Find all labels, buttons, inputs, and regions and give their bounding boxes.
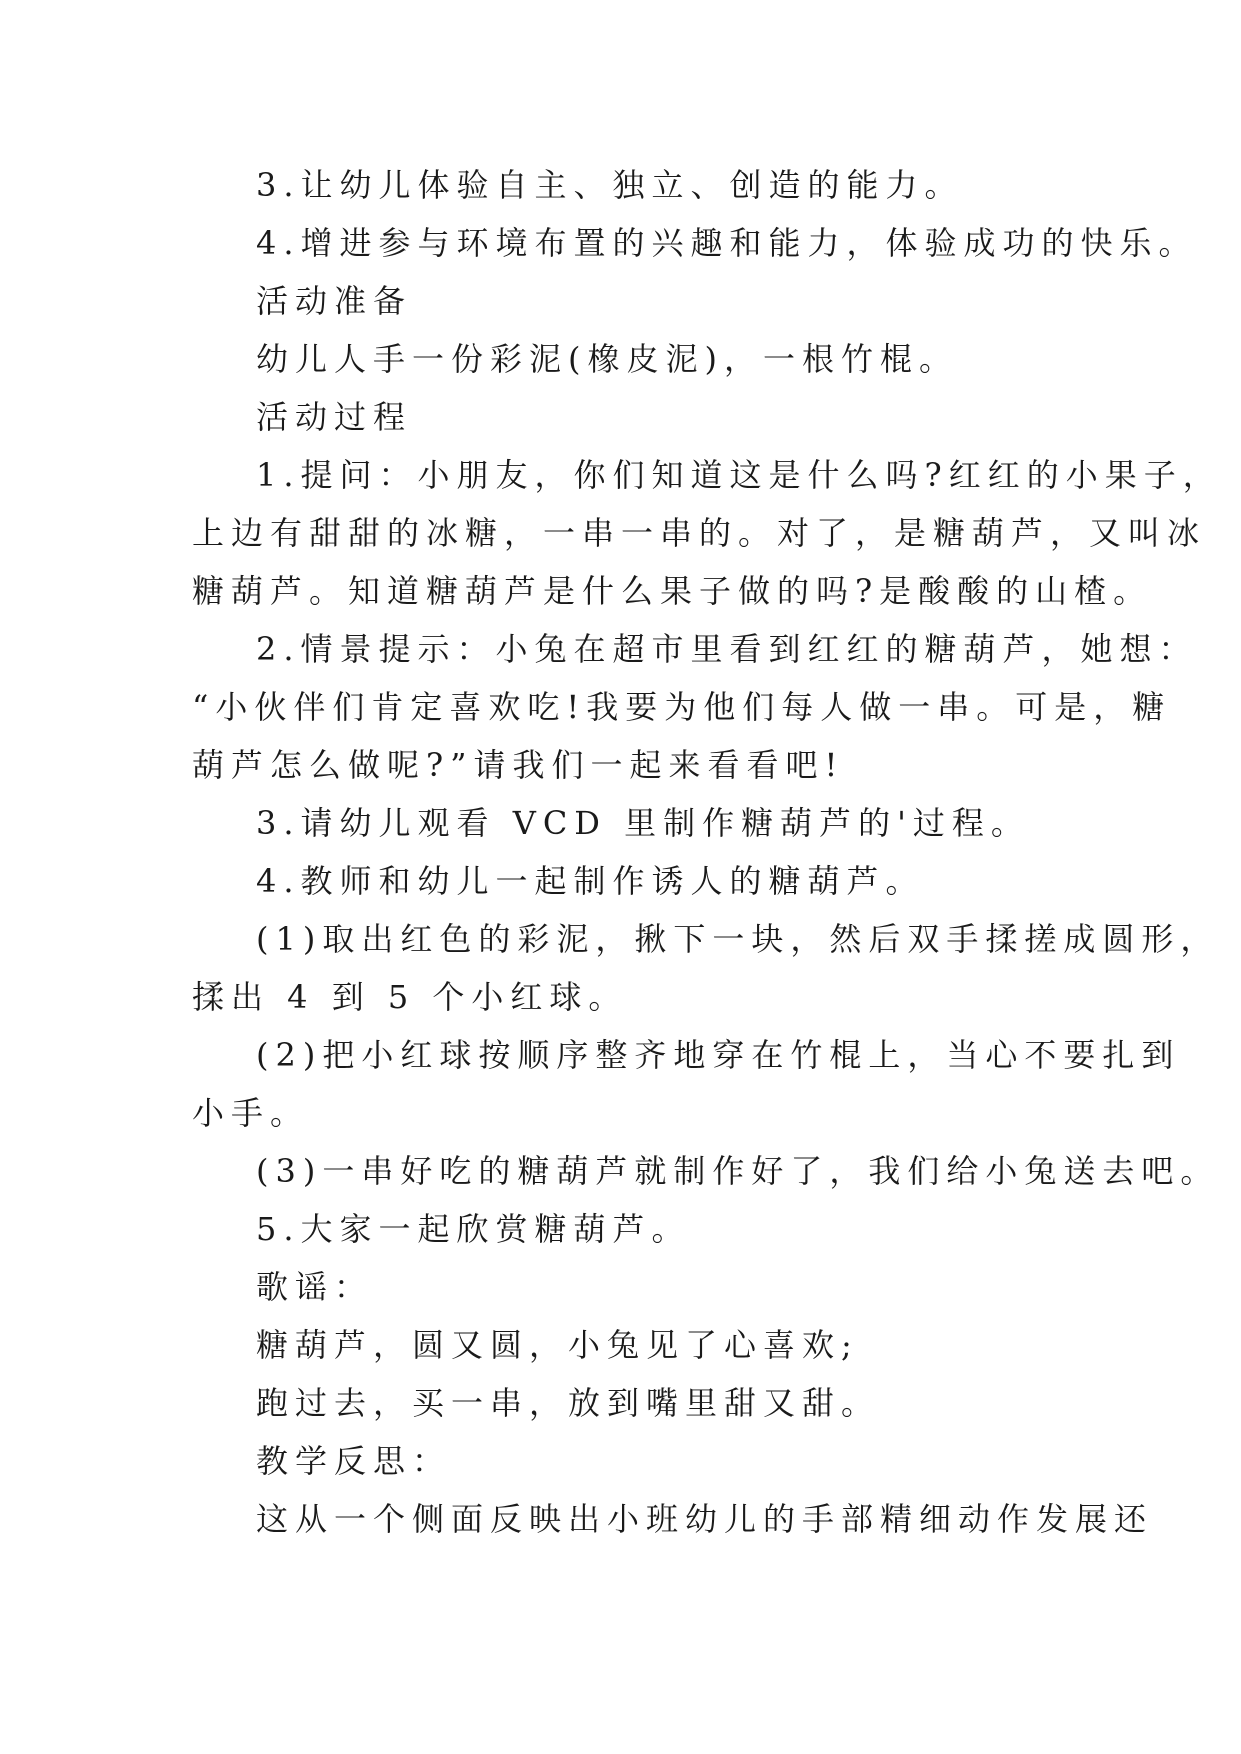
paragraph-substep-2-line-1: (2)把小红球按顺序整齐地穿在竹棍上，当心不要扎到 (256, 1036, 1181, 1074)
paragraph-step-1-line-2: 上边有甜甜的冰糖，一串一串的。对了，是糖葫芦，又叫冰 (192, 514, 1207, 552)
paragraph-goal-3: 3.让幼儿体验自主、独立、创造的能力。 (256, 166, 964, 204)
rhyme-line-1: 糖葫芦，圆又圆，小兔见了心喜欢; (256, 1326, 859, 1364)
paragraph-substep-1-line-1: (1)取出红色的彩泥，揪下一块，然后双手揉搓成圆形， (256, 920, 1220, 958)
paragraph-substep-1-line-2: 揉出 4 到 5 个小红球。 (192, 978, 628, 1016)
paragraph-step-3: 3.请幼儿观看 VCD 里制作糖葫芦的'过程。 (256, 804, 1030, 842)
paragraph-goal-4: 4.增进参与环境布置的兴趣和能力，体验成功的快乐。 (256, 224, 1198, 262)
heading-process: 活动过程 (256, 398, 413, 436)
paragraph-step-1-line-3: 糖葫芦。知道糖葫芦是什么果子做的吗?是酸酸的山楂。 (192, 572, 1153, 610)
rhyme-line-2: 跑过去，买一串，放到嘴里甜又甜。 (256, 1384, 881, 1422)
heading-preparation: 活动准备 (256, 282, 413, 320)
paragraph-step-2-line-1: 2.情景提示：小兔在超市里看到红红的糖葫芦，她想： (256, 630, 1198, 668)
paragraph-reflection: 这从一个侧面反映出小班幼儿的手部精细动作发展还 (256, 1500, 1154, 1538)
heading-rhyme: 歌谣： (256, 1268, 374, 1306)
heading-reflection: 教学反思： (256, 1442, 452, 1480)
paragraph-step-1-line-1: 1.提问：小朋友，你们知道这是什么吗?红红的小果子， (256, 456, 1222, 494)
paragraph-step-2-line-2: “小伙伴们肯定喜欢吃!我要为他们每人做一串。可是，糖 (192, 688, 1172, 726)
paragraph-materials: 幼儿人手一份彩泥(橡皮泥)，一根竹棍。 (256, 340, 958, 378)
paragraph-substep-3: (3)一串好吃的糖葫芦就制作好了，我们给小兔送去吧。 (256, 1152, 1220, 1190)
paragraph-step-4: 4.教师和幼儿一起制作诱人的糖葫芦。 (256, 862, 925, 900)
paragraph-step-2-line-3: 葫芦怎么做呢?”请我们一起来看看吧! (192, 746, 845, 784)
paragraph-step-5: 5.大家一起欣赏糖葫芦。 (256, 1210, 691, 1248)
paragraph-substep-2-line-2: 小手。 (192, 1094, 310, 1132)
